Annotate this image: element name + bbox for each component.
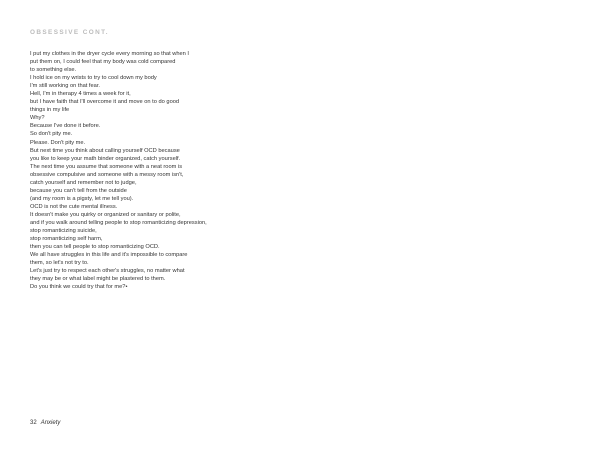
poem-line: stop romanticizing suicide, bbox=[30, 228, 97, 235]
poem-line: Do you think we could try that for me?• bbox=[30, 284, 128, 291]
poem-line: but I have faith that I'll overcome it and move on to do good bbox=[30, 99, 180, 106]
poem-line: I hold ice on my wrists to try to cool down my body bbox=[30, 75, 157, 82]
running-section: Anxiety bbox=[40, 420, 61, 426]
section-header: OBSESSIVE CONT. bbox=[30, 29, 109, 36]
poem-line: stop romanticizing self harm, bbox=[30, 236, 103, 243]
poem-line: obsessive compulsive and someone with a messy room isn't, bbox=[30, 171, 184, 178]
poem-text bbox=[30, 50, 278, 291]
poem-line: So don't pity me. bbox=[30, 131, 73, 138]
poem-line: and if you walk around telling people to stop romanticizing depression, bbox=[30, 219, 207, 226]
right-page bbox=[300, 0, 600, 453]
poem-line: OCD is not the cute mental illness. bbox=[30, 203, 118, 210]
poem-line: them, so let's not try to. bbox=[30, 260, 89, 267]
folio-left bbox=[30, 420, 64, 426]
poem-line: put them on, I could feel that my body was cold compared bbox=[30, 59, 176, 66]
poem-line: Why? bbox=[30, 115, 45, 122]
poem-line: because you can't tell from the outside bbox=[30, 187, 127, 194]
poem-line: (and my room is a pigsty, let me tell you). bbox=[30, 195, 134, 202]
poem-line: Hell, I'm in therapy 4 times a week for it, bbox=[30, 91, 131, 98]
page-number: 32 bbox=[30, 420, 37, 426]
poem-line: Let's just try to respect each other's struggles, no matter what bbox=[30, 268, 185, 275]
poem-line: The next time you assume that someone with a neat room is bbox=[30, 163, 183, 170]
poem-line: then you can tell people to stop romanticizing OCD. bbox=[30, 244, 160, 251]
poem-line: But next time you think about calling yourself OCD because bbox=[30, 147, 180, 154]
poem-line: they may be or what label might be plastered to them. bbox=[30, 276, 166, 283]
poem-line: We all have struggles in this life and it's impossible to compare bbox=[30, 252, 188, 259]
poem-line: catch yourself and remember not to judge, bbox=[30, 179, 137, 186]
poem-line: It doesn't make you quirky or organized or sanitary or polite, bbox=[30, 211, 181, 218]
poem-line: things in my life bbox=[30, 107, 70, 114]
poem-line: Please. Don't pity me. bbox=[30, 139, 86, 146]
poem-line: to something else. bbox=[30, 67, 77, 74]
poem-line: Because I've done it before. bbox=[30, 123, 101, 130]
poem-line: I put my clothes in the dryer cycle every morning so that when I bbox=[30, 51, 190, 57]
poem-line: I'm still working on that fear. bbox=[30, 83, 100, 90]
poem-line: you like to keep your math binder organized, catch yourself. bbox=[30, 155, 181, 162]
